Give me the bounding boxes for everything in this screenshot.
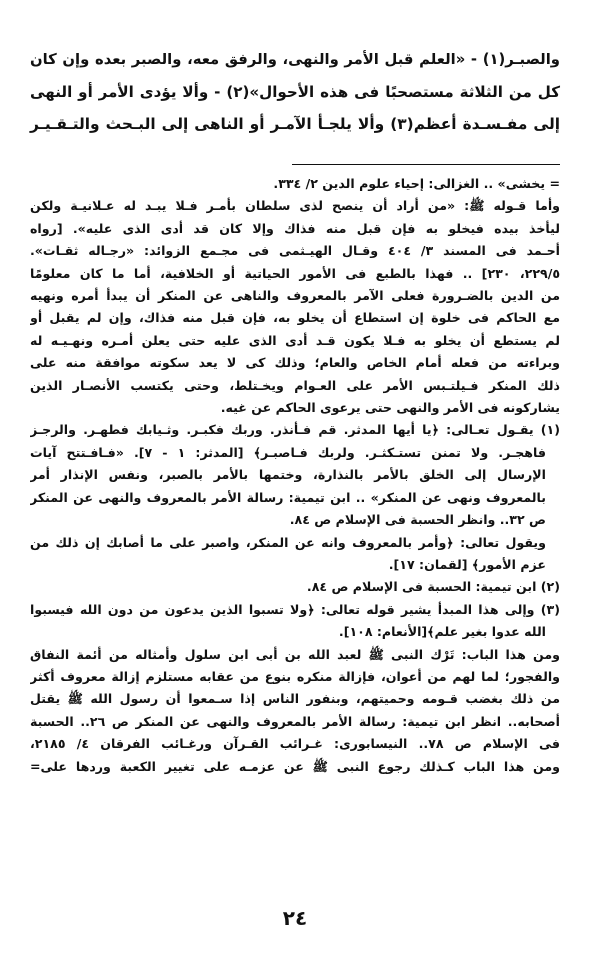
footnote-line: ذلك المنكر فـيلتـبس الأمر على العـوام ويخـتلط، وحتى يكتسب الأنصـار الذين [30, 377, 560, 393]
page-number: ٢٤ [282, 906, 308, 930]
footnote-line: (٣) وإلى هذا المبدأ يشير قوله تعالى: ﴿ولا تسبوا الذين يدعون من دون الله فيسبوا [30, 601, 560, 617]
footnote-line: الله عدوا بغير علم﴾[الأنعام: ١٠٨]. [338, 624, 546, 640]
footnote-line: مع الحاكم فى خلوة إن استطاع أن يخلو به، فإن قبل منه فذاك، وإن لم يقبل أو [30, 310, 560, 326]
footnote-line: ومن هذا الباب: تَرْك النبى ﷺ لعبد الله بن أبى ابن سلول وأمثاله من أئمة النفاق [30, 646, 560, 662]
footnote-line: يشاركونه فى الأمر والنهى حتى يرعوى الحاكم عن غيه. [220, 400, 560, 416]
footnote-line: أصحابه.. انظر ابن تيمية: رسالة الأمر بالمعروف والنهى عن المنكر ص ٢٦.. الحسبة [30, 713, 560, 729]
footnote-line: بالمعروف ونهى عن المنكر» .. ابن تيمية: رسالة الأمر بالمعروف والنهى عن المنكر [30, 489, 546, 505]
footnote-line: فى الإسلام ص ٧٨.. النيسابورى: غـرائب القـرآن ورغـائب الفرقان ٤/ ٢١٨٥، [30, 736, 560, 752]
footnote-line: وبراءته من فعله أمام الخاص والعام؛ وذلك كى لا يعد سكوته موافقة منه على [30, 355, 560, 371]
footnote-line: عزم الأمور﴾ [لقمان: ١٧]. [388, 556, 546, 572]
footnote-line: وأما قـوله ﷺ: «من أراد أن ينصح لذى سلطان بأمـر فـلا يبـد له عـلانيـة ولكن [30, 198, 560, 214]
footnote-line: ومن هذا الباب كـذلك رجوع النبى ﷺ عن عزمـه على تغيير الكعبة وردها على= [30, 758, 560, 774]
footnote-line: ص ٣٢.. وانظر الحسبة فى الإسلام ص ٨٤. [289, 512, 546, 528]
footnote-line: (٢) ابن تيمية: الحسبة فى الإسلام ص ٨٤. [306, 579, 560, 595]
footnote-line: ليأخذ بيده فيخلو به فإن قبل منه فذاك وإلا كان قد أدى الذى عليه». [رواه [30, 220, 560, 236]
main-text-block [30, 44, 560, 140]
footnote-line: الإرسال إلى الخلق بالأمر بالنذارة، وختمها بالأمر بالصبر، ونفس الإنذار أمر [30, 467, 546, 483]
footnote-line: (١) يقـول تعـالى: ﴿يا أيها المدثر. قم فـأنذر. وربك فكبـر. وثـيابك فطهـر. والرجـز [30, 422, 560, 438]
footnote-line: من الدين بالضـرورة فعلى الآمر بالمعروف والناهى عن المنكر أن يبدأ أمره ونهيه [30, 288, 560, 304]
footnote-separator-rule [292, 164, 560, 165]
footnote-line: فاهجـر. ولا تمنن تستـكثـر. ولربك فـاصبـر﴾ [المدثر: ١ - ٧]. «فـافـتتح آيات [30, 444, 547, 460]
footnotes-block [30, 173, 560, 778]
main-text-line: كل من الثلاثة مستصحبًا فى هذه الأحوال»(٢) - وألا يؤدى الأمر أو النهى [30, 83, 560, 101]
footnote-line: = يخشى» .. الغزالى: إحياء علوم الدين ٢/ ٣٣٤. [273, 176, 560, 191]
footnote-line: والفجور؛ لما لهم من أعوان، فإزالة منكره بنوع من عقابه مستلزم إزالة معروف أكثر [30, 668, 560, 684]
main-text-line: إلى مفـسـدة أعظم(٣) وألا يلجـأ الآمـر أو الناهى إلى البـحث والتـقـيـر [30, 115, 560, 133]
main-text-line: والصبـر(١) - «العلم قبل الأمر والنهى، والرفق معه، والصبر بعده وإن كان [30, 51, 560, 68]
footnote-line: أحـمد فى المسند ٣/ ٤٠٤ وقـال الهيـثمى فى مجـمع الزوائد: «رجـاله ثقـات». [30, 243, 560, 259]
footnote-line: ٢٢٩/٥، ٢٣٠] .. فهذا بالطبع فى الأمور الحياتية أو الخلافية، أما ما كان معلومًا [30, 265, 560, 281]
footnote-line: ويقول تعالى: ﴿وأمر بالمعروف وانه عن المنكر، واصبر على ما أصابك إن ذلك من [30, 534, 546, 550]
footnote-line: لم يستطع أن يخلو به فـلا يكون قـد أدى الذى عليه حتى يعلن أمـره ونهـيـه له [30, 332, 560, 348]
footnote-line: من ذلك بغضب قـومه وحميتهم، وبنفور الناس إذا سـمعوا أن رسول الله ﷺ يقتل [30, 691, 560, 707]
